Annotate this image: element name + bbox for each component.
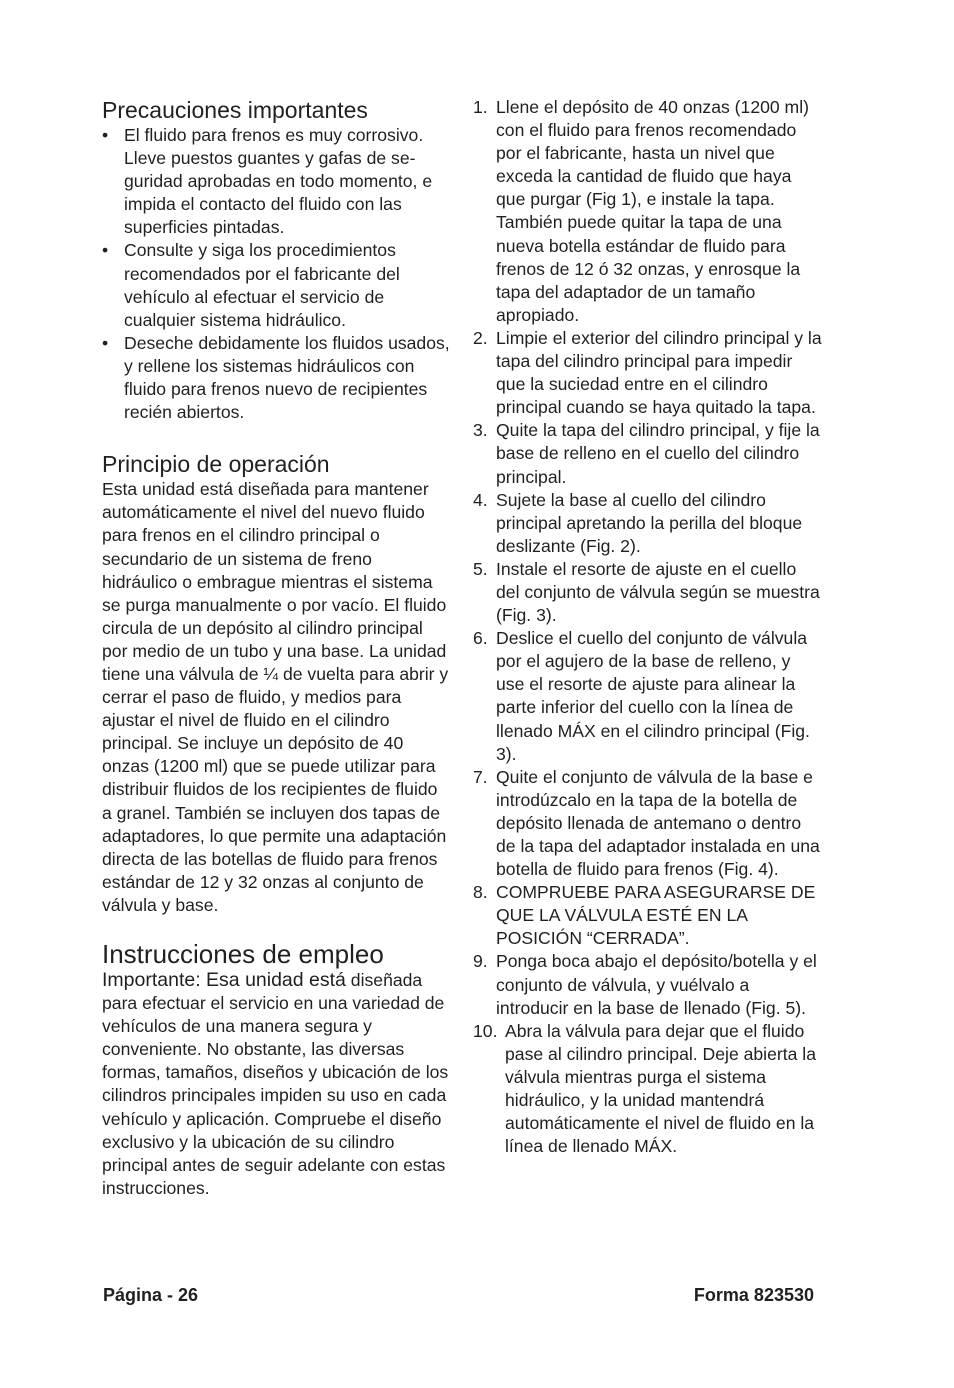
list-item [102,124,452,239]
step-item [473,627,823,766]
step-number: 7. [473,766,488,787]
operation-body: Esta unidad está diseñada para mantener automáticamente el nivel del nuevo fluido para frenos en el cilindro principal o secundario de un sistema de freno hidráulico o embrague mientras el sistema se purga manualmente o por vacío. El fluido circula de un depósito al cilindro principal por medio de un tubo y una base. La unidad tiene una válvula de ¼ de vuelta para abrir y cerrar el paso de fluido, y medios para ajustar el nivel de fluido en el cilindro principal. Se incluye un depósito de 40 onzas (1200 ml) que se puede utilizar para distribuir fluidos de los recipientes de fluido a granel. También se incluyen dos tapas de adaptadores, lo que permite una adaptación directa de las botellas de fluido para frenos estándar de 12 y 32 onzas al conjunto de válvula y base. [102,479,449,915]
form-number: Forma 823530 [693,1285,814,1305]
step-item [473,558,823,627]
step-text: Abra la válvula para dejar que el fluido pase al cilindro principal. Deje abierta la válvula mientras purga el sistema hidráulico, y la unidad mantendrá automáticamente el nivel de fluido en la línea de llenado MÁX. [505,1020,816,1157]
step-number: 6. [473,628,488,649]
instructions-lead: Importante: Esa unidad está [102,969,346,991]
step-number: 1. [473,97,488,117]
bullet-icon: • [102,125,109,145]
step-item [473,766,823,881]
precautions-list [102,124,452,424]
page-number: Página - 26 [103,1285,199,1305]
step-text: Quite el conjunto de válvula de la base e introdúzcalo en la tapa de la botella de depósito llenada de antemano o dentro de la tapa del adaptador instalada en una botella de fluido para frenos (Fig. 4). [496,766,820,880]
step-item [473,489,823,558]
bullet-icon: • [102,332,109,353]
step-text: COMPRUEBE PARA ASEGURARSE DE QUE LA VÁLVULA ESTÉ EN LA POSICIÓN “CERRADA”. [496,882,816,949]
step-text: Deslice el cuello del conjunto de válvula por el agujero de la base de relleno, y use el resorte de ajuste para alinear la parte inferior del cuello con la línea de llenado MÁX en el cilindro principal (Fig. 3). [496,628,810,764]
step-item [473,881,823,950]
instructions-body [102,969,452,1200]
precaution-text: Consulte y siga los procedimientos recomendados por el fabricante del vehículo al efectuar el servicio de cualquier sistema hidráulico. [124,240,400,330]
step-number: 3. [473,420,488,441]
spacer [102,917,452,939]
right-column [473,96,823,1158]
precaution-text: Deseche debidamente los fluidos usados, y rellene los sistemas hidráulicos con fluido para frenos nuevo de recipientes recién abiertos. [124,332,450,423]
step-item [473,1020,823,1159]
list-item [102,332,452,424]
instructions-text: diseñada para efectuar el servicio en una variedad de vehículos de una manera segura y conveniente. No obstante, las diversas formas, tamaños, diseños y ubicación de los cilindros principales impiden su uso en cada vehículo y aplicación. Compruebe el diseño exclusivo y la ubicación de su cilindro principal antes de seguir adelante con estas instrucciones. [102,970,449,1198]
step-number: 8. [473,882,488,903]
precautions-heading: Precauciones importantes [102,97,368,123]
bullet-icon: • [102,240,109,261]
step-number: 4. [473,489,488,510]
step-text: Quite la tapa del cilindro principal, y fije la base de relleno en el cuello del cilindro principal. [496,420,820,487]
operation-heading: Principio de operación [102,451,330,478]
left-column [102,96,452,1200]
step-item [473,419,823,488]
step-text: Instale el resorte de ajuste en el cuello del conjunto de válvula según se muestra (Fig. 3). [496,558,820,626]
step-item [473,327,823,419]
step-number: 2. [473,327,488,348]
step-number: 9. [473,951,488,972]
instructions-heading: Instrucciones de empleo [102,939,384,969]
steps-list [473,96,823,1158]
step-item [473,950,823,1019]
step-number: 5. [473,558,488,579]
step-text: Limpie el exterior del cilindro principal y la tapa del cilindro principal para impedir que la suciedad entre en el cilindro principal cuando se haya quitado la tapa. [496,327,822,418]
step-item [473,96,823,327]
spacer [102,424,452,450]
step-number: 10. [473,1020,498,1041]
step-text: Sujete la base al cuello del cilindro principal apretando la perilla del bloque deslizante (Fig. 2). [496,489,803,556]
precaution-text: El fluido para frenos es muy corrosivo. Lleve puestos guantes y gafas de seguridad aprobadas en todo momento, e impida el contacto del fluido con las superficies pintadas. [124,125,433,238]
step-text: Llene el depósito de 40 onzas (1200 ml) con el fluido para frenos recomendado por el fabricante, hasta un nivel que exceda la cantidad de fluido que haya que purgar (Fig 1), e instale la tapa. También puede quitar la tapa de una nueva botella estándar de fluido para frenos de 12 ó 32 onzas, y enrosque la tapa del adaptador de un tamaño apropiado. [496,97,809,325]
step-text: Ponga boca abajo el depósito/botella y el conjunto de válvula, y vuélvalo a introducir en la base de llenado (Fig. 5). [496,951,817,1018]
list-item [102,239,452,331]
